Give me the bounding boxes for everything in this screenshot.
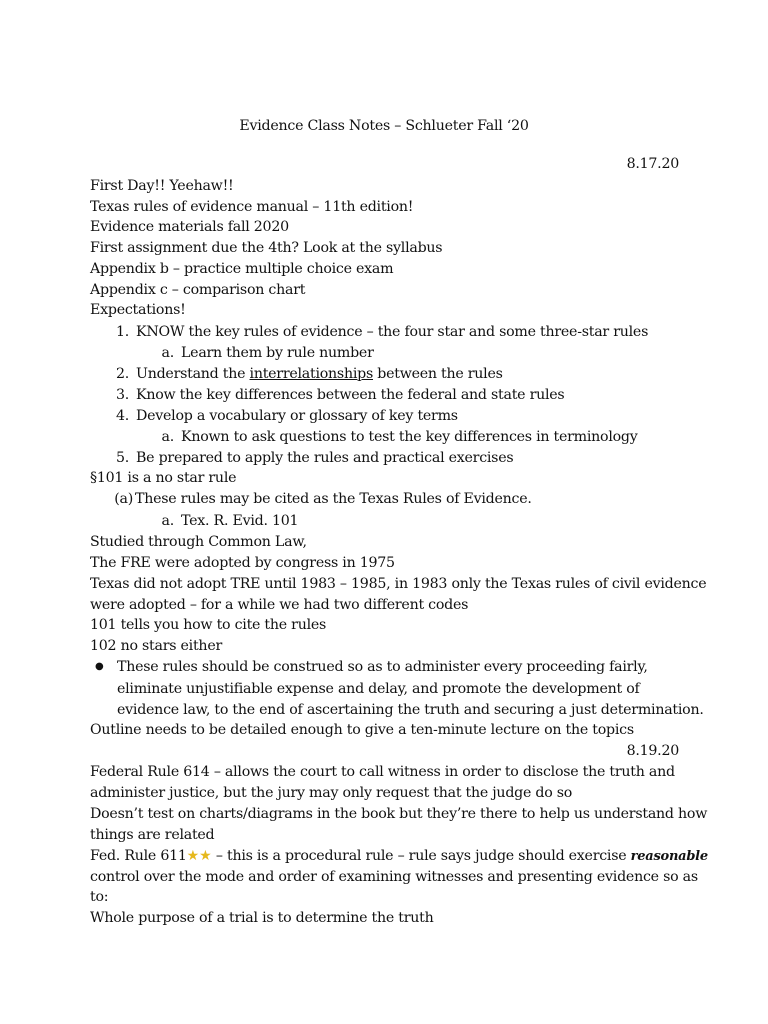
doc-title: Evidence Class Notes – Schlueter Fall ‘20 (239, 118, 529, 134)
bullet-continuation: eliminate unjustifiable expense and delay, and promote the development of (117, 681, 640, 697)
note-line: Federal Rule 614 – allows the court to call witness in order to disclose the truth and (90, 764, 675, 780)
bullet-item (95, 657, 648, 677)
list-letter: a. (161, 345, 174, 361)
emphasized-word: reasonable (630, 849, 708, 864)
list-text: KNOW the key rules of evidence – the four star and some three-star rules (136, 324, 649, 340)
note-line: First assignment due the 4th? Look at the syllabus (90, 240, 443, 256)
list-number: 5. (115, 450, 129, 466)
list-text: Known to ask questions to test the key differences in terminology (181, 429, 638, 445)
note-line: were adopted – for a while we had two different codes (90, 597, 469, 613)
note-line: 102 no stars either (90, 638, 222, 654)
list-text: Tex. R. Evid. 101 (181, 513, 299, 529)
list-item (115, 364, 503, 384)
list-text: Understand the (136, 366, 250, 382)
bullet-text: These rules should be construed so as to administer every proceeding fairly, (117, 659, 648, 675)
note-line: Texas did not adopt TRE until 1983 – 1985, in 1983 only the Texas rules of civil evidence (90, 576, 707, 592)
list-number: 3. (115, 387, 129, 403)
note-line: Outline needs to be detailed enough to give a ten-minute lecture on the topics (90, 722, 634, 738)
note-line: Whole purpose of a trial is to determine the truth (90, 910, 434, 926)
underlined-term: interrelationships (249, 366, 373, 382)
note-line: First Day!! Yeehaw!! (90, 178, 234, 194)
note-line: to: (90, 889, 109, 905)
note-line: Texas rules of evidence manual – 11th edition! (90, 199, 414, 215)
note-line: administer justice, but the jury may only request that the judge do so (90, 785, 573, 801)
list-item (115, 406, 458, 426)
date-8-19-20: 8.19.20 (626, 743, 679, 759)
list-text: between the rules (373, 366, 503, 382)
list-text: These rules may be cited as the Texas Rules of Evidence. (135, 491, 532, 507)
list-text: Be prepared to apply the rules and practical exercises (136, 450, 514, 466)
date-8-17-20: 8.17.20 (626, 156, 679, 172)
list-text: Develop a vocabulary or glossary of key terms (136, 408, 458, 424)
list-text: Learn them by rule number (181, 345, 374, 361)
bullet-continuation: evidence law, to the end of ascertaining the truth and securing a just determination. (117, 702, 704, 718)
note-line: Studied through Common Law, (90, 534, 307, 550)
note-line: Appendix b – practice multiple choice exam (90, 261, 394, 277)
rule-text: – this is a procedural rule – rule says judge should exercise (211, 848, 631, 864)
note-line: Appendix c – comparison chart (90, 282, 306, 298)
rule-name: Fed. Rule 611 (90, 848, 187, 864)
sub-list-item (161, 343, 374, 363)
list-number: 1. (115, 324, 129, 340)
list-item (115, 385, 565, 405)
list-letter: a. (161, 513, 174, 529)
list-marker: (a) (114, 491, 133, 507)
note-line: The FRE were adopted by congress in 1975 (90, 555, 395, 571)
list-item (114, 489, 532, 509)
note-line: things are related (90, 827, 215, 843)
note-line: 101 tells you how to cite the rules (90, 617, 327, 633)
note-line: Doesn’t test on charts/diagrams in the book but they’re there to help us understand how (90, 806, 708, 822)
sub-list-item (161, 427, 638, 447)
note-line: Evidence materials fall 2020 (90, 219, 289, 235)
note-line-fed-611 (90, 846, 708, 867)
list-letter: a. (161, 429, 174, 445)
sub-list-item (161, 511, 299, 531)
list-item (115, 448, 514, 468)
list-number: 2. (115, 366, 129, 382)
list-number: 4. (115, 408, 129, 424)
note-line: Expectations! (90, 302, 186, 318)
two-star-icon: ★★ (186, 848, 212, 864)
list-text: Know the key differences between the federal and state rules (136, 387, 565, 403)
bullet-dot-icon: ● (95, 661, 104, 672)
note-line: control over the mode and order of examining witnesses and presenting evidence so as (90, 869, 698, 885)
list-item (115, 322, 649, 342)
note-line: §101 is a no star rule (90, 470, 237, 486)
